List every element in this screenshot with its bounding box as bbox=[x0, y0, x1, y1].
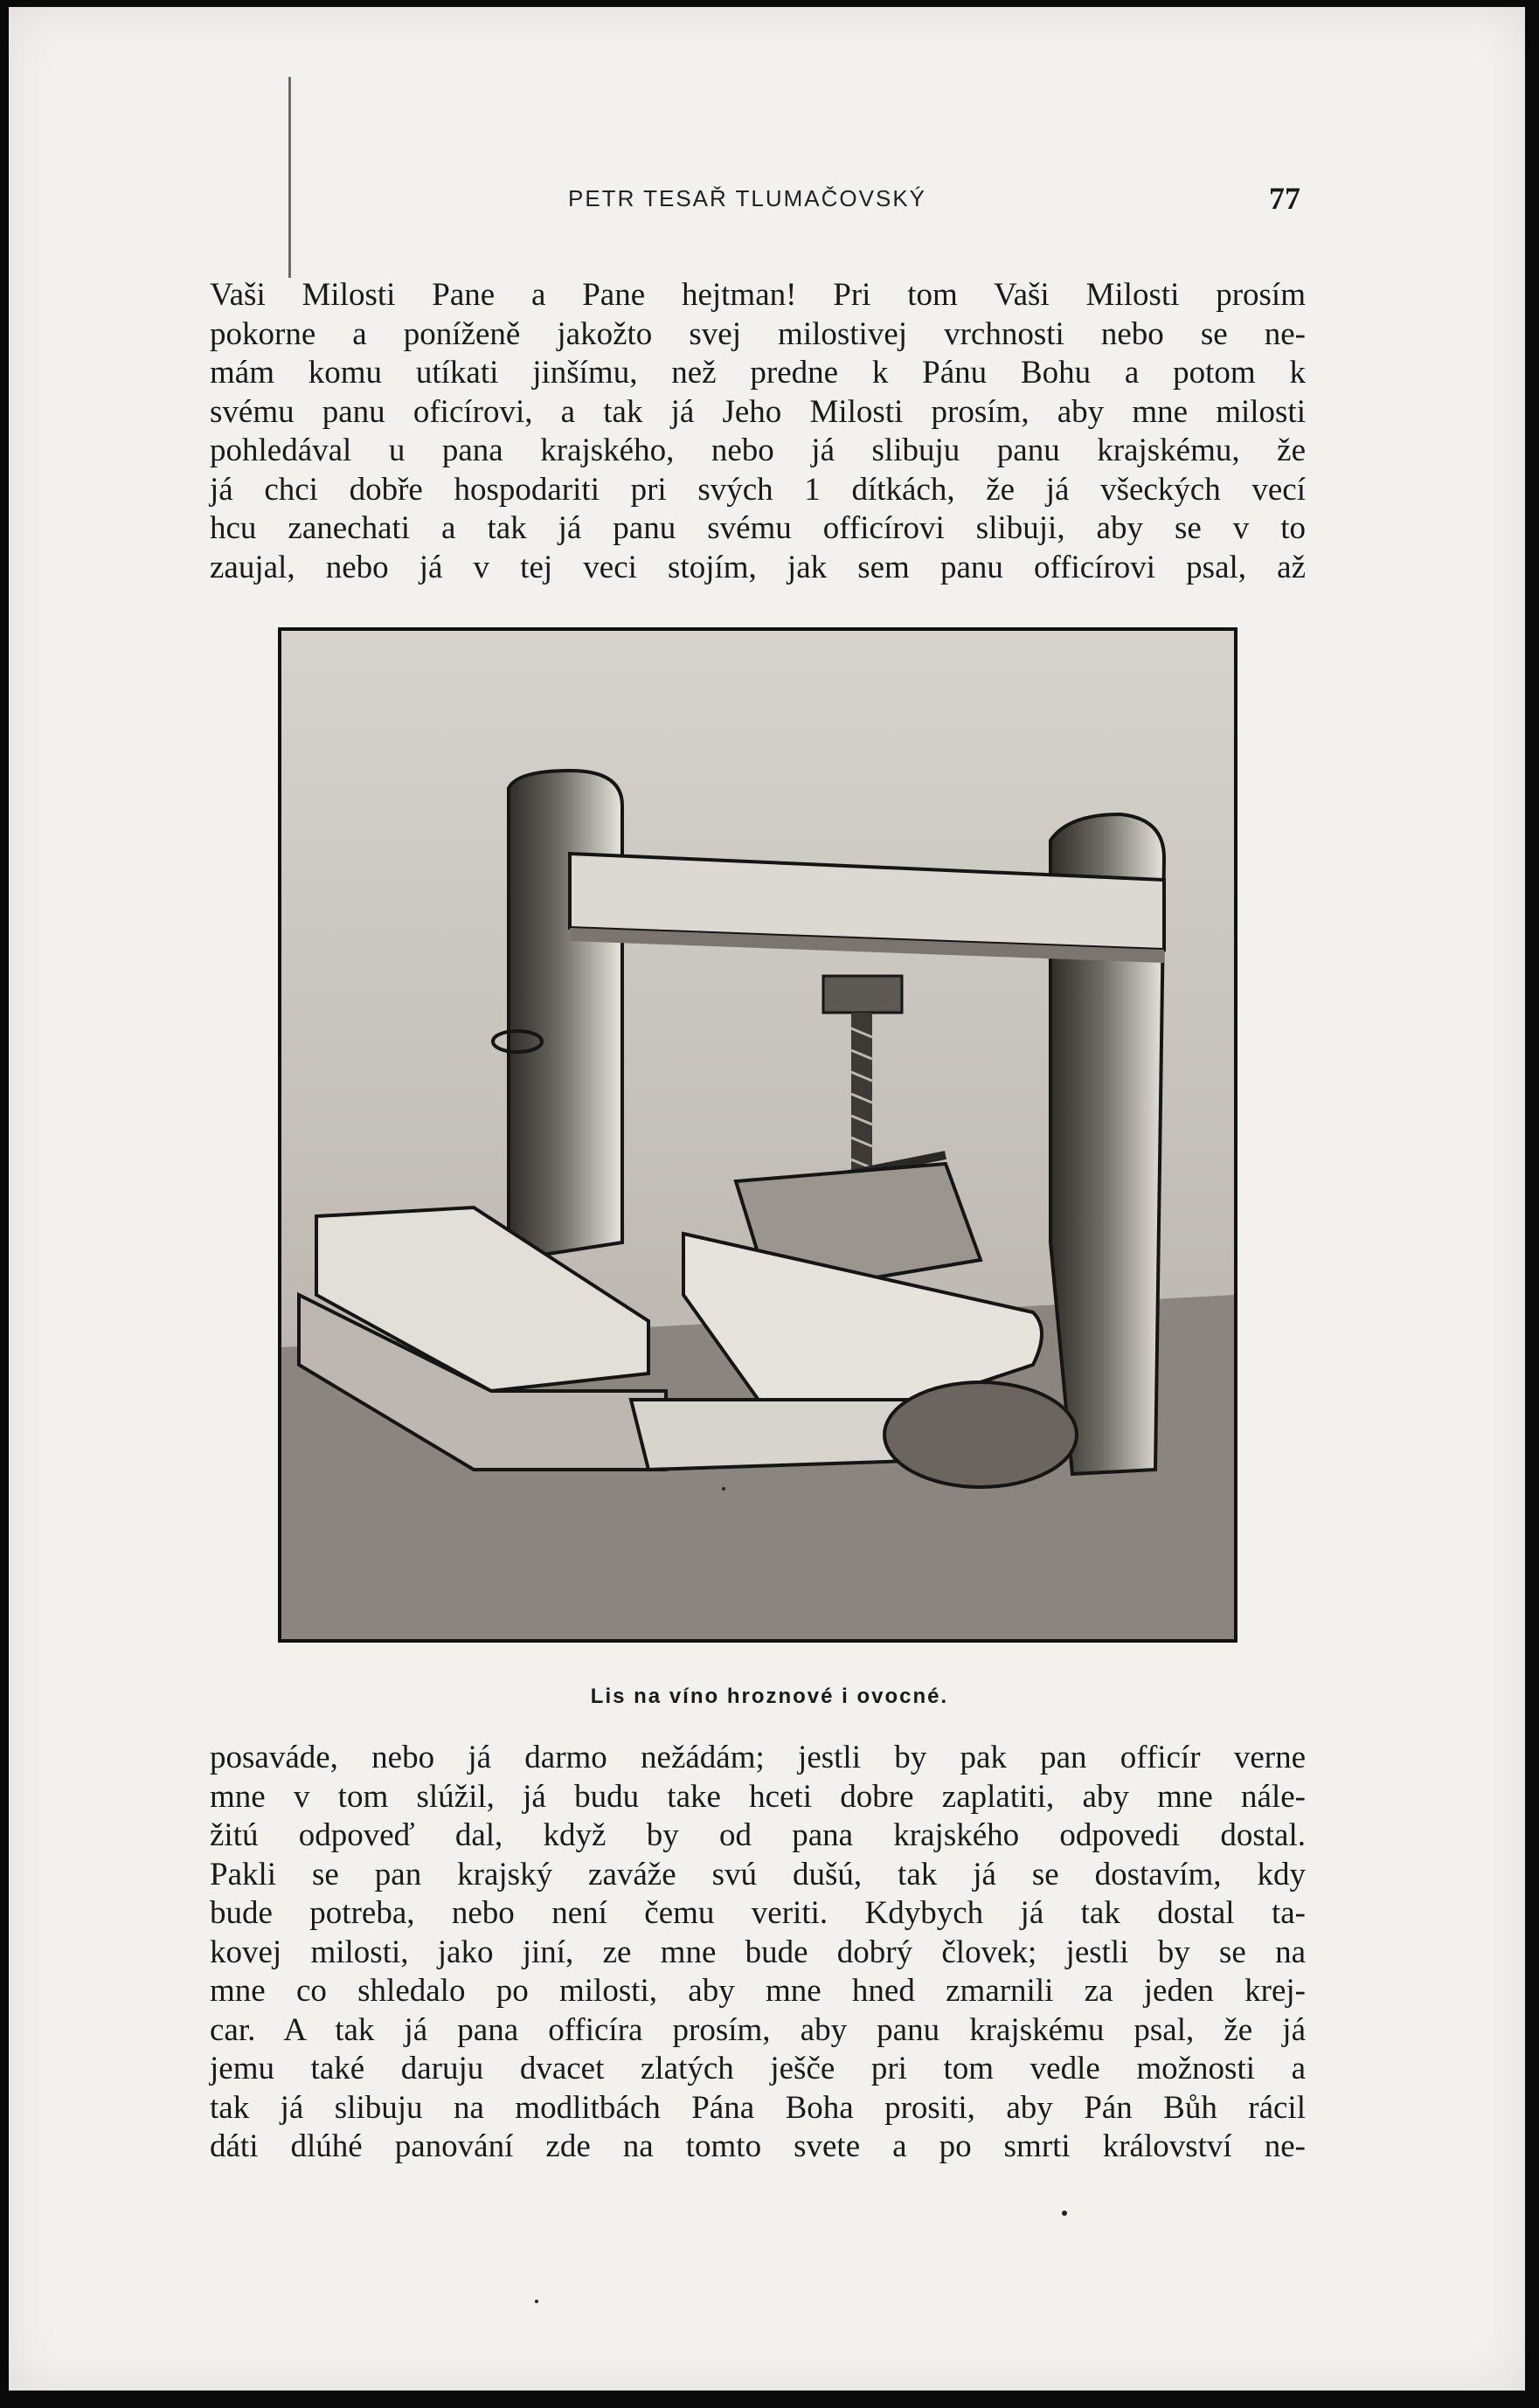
text-line: jemu také daruju dvacet zlatých ješče pri tom vedle možnosti a bbox=[210, 2051, 1306, 2086]
left-post bbox=[509, 771, 622, 1260]
text-line: Pakli se pan krajský zaváže svú dušú, tak já se dostavím, kdy bbox=[210, 1856, 1306, 1892]
running-title: PETR TESAŘ TLUMAČOVSKÝ bbox=[568, 185, 927, 211]
text-line: žitú odpoveď dal, když by od pana krajského odpovedi dostal. bbox=[210, 1817, 1306, 1853]
text-line: mne v tom slúžil, já budu take hceti dobre zaplatiti, aby mne nále- bbox=[210, 1778, 1306, 1815]
margin-rule bbox=[288, 77, 291, 278]
body-text-top bbox=[210, 276, 1306, 587]
text-line: tak já slibuju na modlitbách Pána Boha prositi, aby Pán Bůh rácil bbox=[210, 2089, 1306, 2126]
text-line: posaváde, nebo já darmo nežádám; jestli by pak pan officír verne bbox=[210, 1740, 1306, 1775]
text-line: svému panu oficírovi, a tak já Jeho Milosti prosím, aby mne milosti bbox=[210, 393, 1306, 430]
text-line: car. A tak já pana officíra prosím, aby panu krajskému psal, že já bbox=[210, 2011, 1306, 2048]
text-line: zaujal, nebo já v tej veci stojím, jak sem panu officírovi psal, až bbox=[210, 549, 1306, 585]
press-base bbox=[884, 1382, 1077, 1487]
press-drawing bbox=[281, 631, 1234, 1639]
text-line: dáti dlúhé panování zde na tomto svete a po smrti království ne- bbox=[210, 2128, 1306, 2164]
dust-speck bbox=[1062, 2211, 1067, 2216]
figure-caption: Lis na víno hroznové i ovocné. bbox=[590, 1685, 949, 1708]
dust-speck bbox=[535, 2300, 538, 2303]
text-line: hcu zanechati a tak já panu svému officírovi slibuji, aby se v to bbox=[210, 510, 1306, 546]
body-text-bottom bbox=[210, 1739, 1306, 2167]
text-line: já chci dobře hospodariti pri svých 1 dítkách, že já všeckých vecí bbox=[210, 471, 1306, 508]
screw-nut bbox=[823, 976, 902, 1013]
text-line: kovej milosti, jako jiní, ze mne bude dobrý človek; jestli by se na bbox=[210, 1934, 1306, 1970]
wine-press-illustration bbox=[278, 627, 1237, 1643]
text-line: mne co shledalo po milosti, aby mne hned zmarnili za jeden krej- bbox=[210, 1973, 1306, 2009]
text-line: pohledával u pana krajského, nebo já slibuju panu krajskému, že bbox=[210, 432, 1306, 468]
front-beam bbox=[631, 1400, 911, 1470]
text-line: mám komu utíkati jinšímu, než predne k Pánu Bohu a potom k bbox=[210, 355, 1306, 391]
page-number: 77 bbox=[1269, 181, 1300, 216]
text-line: bude potreba, nebo není čemu veriti. Kdybych já tak dostal ta- bbox=[210, 1895, 1306, 1931]
text-line: Vaši Milosti Pane a Pane hejtman! Pri tom Vaši Milosti prosím bbox=[210, 277, 1306, 313]
dust-speck bbox=[722, 1487, 725, 1491]
text-line: pokorne a poníženě jakožto svej milostivej vrchnosti nebo se ne- bbox=[210, 315, 1306, 352]
